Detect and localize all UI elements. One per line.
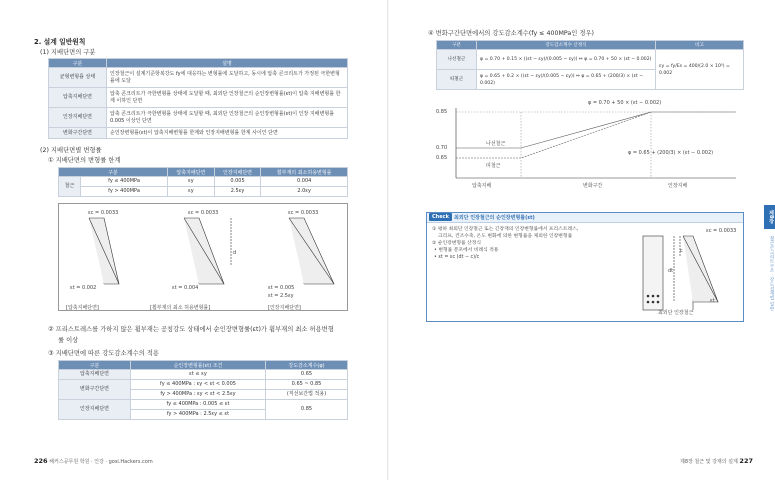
table3-row-name: 인장지배단면 bbox=[59, 400, 131, 420]
table2-cell: 0.004 bbox=[261, 177, 348, 187]
table1-row-name: 압축지배단면 bbox=[49, 88, 107, 108]
chapter-tab: 제8장 bbox=[764, 205, 775, 229]
table3-row-name: 변화구간단면 bbox=[59, 380, 131, 400]
phi-application-table bbox=[58, 360, 348, 420]
table3-cond: fy > 400MPa : 2.5εy ≤ εt bbox=[131, 410, 266, 420]
item-flexural-member-cont: 률 이상 bbox=[58, 337, 79, 344]
table2-header: 압축지배단면 bbox=[168, 168, 215, 177]
table1-header-type: 구분 bbox=[49, 59, 107, 68]
check-ecu: εc = 0.0033 bbox=[706, 228, 737, 234]
table3-phi: 0.65 ~ 0.85 bbox=[266, 380, 348, 390]
table3-phi: 0.85 bbox=[266, 400, 348, 420]
diagram-et-3b: εt = 2.5εy bbox=[268, 293, 294, 299]
page-number-left: 226 bbox=[34, 457, 48, 465]
table3-row-name: 압축지배단면 bbox=[59, 370, 131, 380]
check-caption: 최외단 인장철근 bbox=[658, 310, 694, 316]
table3-phi: 0.65 bbox=[266, 370, 348, 380]
table4-note: εy = fy/Es = 400/(2.0 × 10⁵) = 0.002 bbox=[656, 50, 744, 90]
table1-header-desc: 설명 bbox=[107, 59, 348, 68]
table1-row-name: 변화구간단면 bbox=[49, 128, 107, 139]
table2-cell: 0.005 bbox=[214, 177, 261, 187]
table2-header: 구분 bbox=[59, 168, 168, 177]
subsection-governing-sections: (1) 지배단면의 구분 bbox=[40, 49, 96, 56]
diagram-ecu-1: εc = 0.0033 bbox=[88, 210, 119, 216]
diagram-caption-3: [인장지배단면] bbox=[268, 305, 301, 311]
page-number-right: 227 bbox=[739, 457, 753, 465]
diagram-caption-1: [압축지배단면] bbox=[66, 305, 99, 311]
graph-x-compression: 압축지배 bbox=[472, 183, 492, 189]
footer-chapter: 제8장 철근 및 강재의 설계 bbox=[679, 459, 738, 465]
graph-formula-tie: φ = 0.65 + (200/3) × (εt − 0.002) bbox=[628, 150, 714, 156]
table2-header: 휨부재의 최소허용변형률 bbox=[261, 168, 348, 177]
table4-row-name: 나선철근 bbox=[437, 50, 477, 70]
table3-header: 구분 bbox=[59, 361, 131, 370]
diagram-d-label: d bbox=[233, 250, 237, 256]
table3-cond: εt ≤ εy bbox=[131, 370, 266, 380]
table4-header: 구분 bbox=[437, 41, 477, 50]
table1-row-desc: 순인장변형률(εt)이 압축지배변형률 한계와 인장지배변형률 한계 사이인 단면 bbox=[107, 128, 348, 139]
chapter-side-label: 철근콘크리트구조 · 강도설계법 일반 bbox=[769, 236, 774, 311]
table1-row-name: 인장지배단면 bbox=[49, 108, 107, 128]
table2-header: 인장지배단면 bbox=[214, 168, 261, 177]
table3-cond: fy > 400MPa : εy < εt < 2.5εy bbox=[131, 390, 266, 400]
graph-y-085: 0.85 bbox=[436, 109, 448, 115]
footer-publisher: 해커스공무원 학원 · 인강 · gosi.Hackers.com bbox=[49, 459, 153, 465]
check-text-2: 크리프, 건조수축, 온도 변화에 의한 변형률을 제외한 인장변형률 bbox=[438, 234, 573, 239]
table1-row-desc: 압축 콘크리트가 극한변형률 상태에 도달할 때, 최외단 인장철근의 순인장변형률(εt)이 인장 지배변형률 0.005 이상인 단면 bbox=[107, 108, 348, 128]
governing-section-table bbox=[48, 58, 348, 139]
graph-x-tension: 인장지배 bbox=[668, 183, 688, 189]
check-dt: dt bbox=[668, 268, 674, 274]
table1-row-name: 균형변형률 상태 bbox=[49, 68, 107, 88]
strain-limit-table bbox=[58, 167, 348, 197]
table4-row-name: 띠철근 bbox=[437, 70, 477, 90]
table3-header: 강도감소계수(φ) bbox=[266, 361, 348, 370]
check-tag: Check bbox=[429, 213, 452, 221]
diagram-caption-2: [휨부재의 최소 허용변형률] bbox=[150, 305, 211, 311]
table2-group: 철근 bbox=[59, 177, 81, 197]
item-flexural-member: ② 프리스트레스를 가하지 않은 휨부재는 공칭강도 상태에서 순인장변형률(εt)가 휨부재의 최소 허용변형 bbox=[48, 326, 334, 333]
transition-phi-table bbox=[436, 40, 744, 90]
right-footer bbox=[680, 457, 753, 465]
graph-label-spiral: 나선철근 bbox=[486, 141, 506, 147]
phi-graph bbox=[436, 100, 746, 192]
subsection-strains: (2) 지배단면별 변형률 bbox=[40, 147, 102, 154]
check-text-5: • εt = εc (dt − c)/c bbox=[434, 255, 480, 260]
item-strain-limits: ① 지배단면의 변형률 한계 bbox=[48, 157, 121, 164]
check-et: εt bbox=[710, 298, 715, 304]
table2-cell: 2.5εy bbox=[214, 187, 261, 197]
diagram-et-1: εt = 0.002 bbox=[70, 285, 97, 291]
graph-label-tie: 띠철근 bbox=[486, 163, 501, 169]
check-text-1: ① 평하 최외단 인장철근 또는 긴장재의 인장변형률에서 프리스트레스, bbox=[432, 227, 579, 232]
graph-y-065: 0.65 bbox=[436, 155, 448, 161]
item-phi-application: ③ 지배단면에 따른 강도감소계수의 적용 bbox=[48, 350, 159, 357]
graph-formula-spiral: φ = 0.70 + 50 × (εt − 0.002) bbox=[588, 100, 662, 106]
table1-row-desc: 인장철근이 설계기준항복강도 fy에 대응하는 변형률에 도달하고, 동시에 압축 콘크리트가 가정된 극한변형률에 도달 bbox=[107, 68, 348, 88]
table3-cond: fy ≤ 400MPa : 0.005 ≤ εt bbox=[131, 400, 266, 410]
diagram-et-2: εt = 0.004 bbox=[172, 285, 199, 291]
diagram-et-3a: εt = 0.005 bbox=[268, 285, 295, 291]
table4-header: 강도감소계수 산정식 bbox=[477, 41, 656, 50]
check-text-4: • 변형률 분포에서 비례식 적용 bbox=[434, 248, 499, 253]
graph-x-transition: 변화구간 bbox=[583, 183, 603, 189]
table3-cond: fy ≤ 400MPa : εy < εt < 0.005 bbox=[131, 380, 266, 390]
left-footer bbox=[34, 457, 153, 465]
table2-cond: fy ≤ 400MPa bbox=[81, 177, 168, 187]
table3-header: 순인장변형률(εt) 조건 bbox=[131, 361, 266, 370]
table3-phi: (직선보간법 적용) bbox=[266, 390, 348, 400]
section-heading: 2. 설계 일반원칙 bbox=[34, 38, 86, 46]
table4-formula: φ = 0.70 + 0.15 × ((εt − εy)/(0.005 − εy)) ⇔ φ = 0.70 + 50 × (εt − 0.002) bbox=[477, 50, 656, 70]
diagram-ecu-3: εc = 0.0033 bbox=[288, 210, 319, 216]
right-page bbox=[388, 0, 775, 480]
check-strain-diagram bbox=[638, 226, 738, 318]
check-title: 최외단 인장철근의 순인장변형률(εt) bbox=[454, 215, 535, 221]
check-text-3: ② 순인장변형률 산정식 bbox=[432, 241, 482, 246]
table2-cond: fy > 400MPa bbox=[81, 187, 168, 197]
table4-formula: φ = 0.65 + 0.2 × ((εt − εy)/(0.005 − εy)) ⇔ φ = 0.65 + (200/3) × (εt − 0.002) bbox=[477, 70, 656, 90]
table4-header: 비고 bbox=[656, 41, 744, 50]
table1-row-desc: 압축 콘크리트가 극한변형률 상태에 도달할 때, 최외단 인장철근의 순인장변형률(εt)이 압축 지배변형률 한계 이하인 단면 bbox=[107, 88, 348, 108]
diagram-ecu-2: εc = 0.0033 bbox=[188, 210, 219, 216]
table2-cell: εy bbox=[168, 177, 215, 187]
table2-cell: 2.0εy bbox=[261, 187, 348, 197]
check-c: c bbox=[680, 248, 683, 254]
graph-y-070: 0.70 bbox=[436, 145, 448, 151]
strain-diagram bbox=[59, 204, 349, 312]
strain-diagram-box bbox=[58, 203, 348, 311]
table2-cell: εy bbox=[168, 187, 215, 197]
item-transition-phi: ④ 변화구간단면에서의 강도감소계수(fy ≤ 400MPa인 경우) bbox=[428, 30, 594, 37]
